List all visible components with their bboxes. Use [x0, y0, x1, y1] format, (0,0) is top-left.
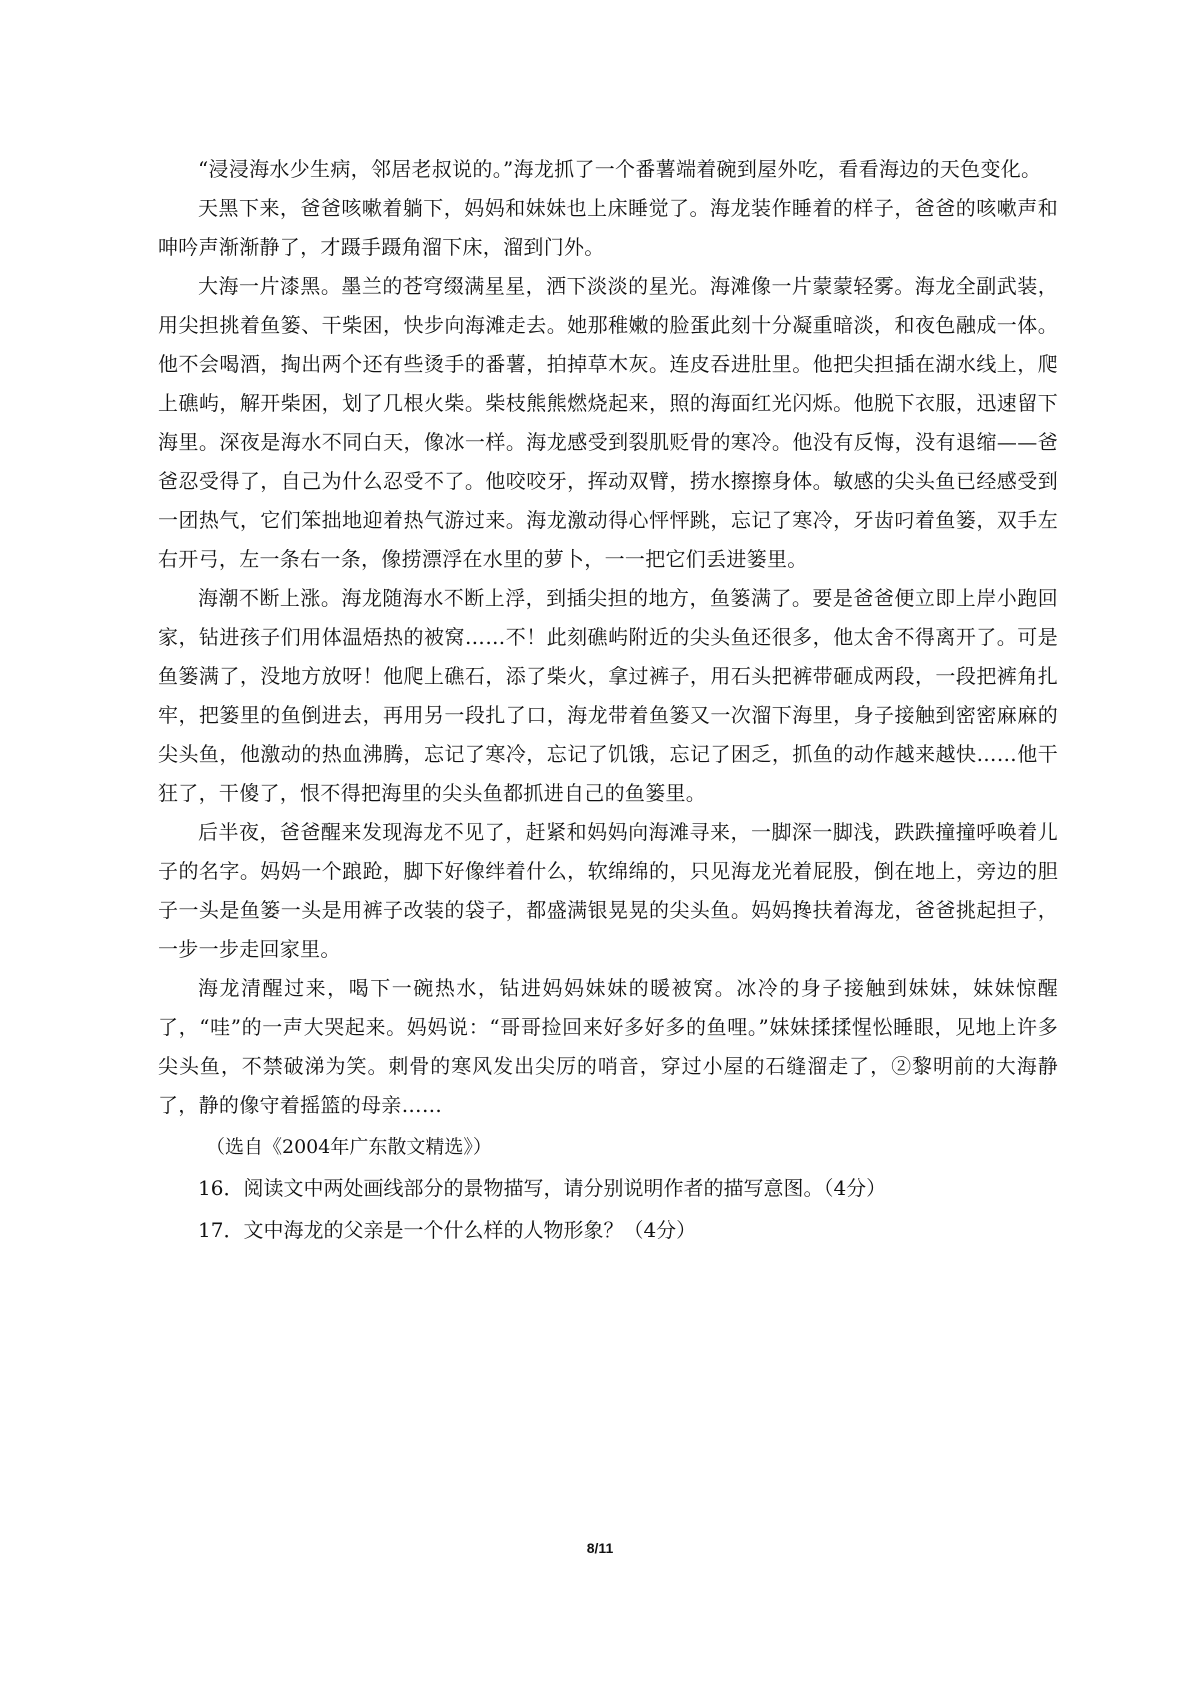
- paragraph-2: 天黑下来，爸爸咳嗽着躺下，妈妈和妹妹也上床睡觉了。海龙装作睡着的样子，爸爸的咳嗽声和呻吟声渐渐静了，才蹑手蹑角溜下床，溜到门外。: [158, 196, 1058, 259]
- paragraph-1: “浸浸海水少生病，邻居老叔说的。”海龙抓了一个番薯端着碗到屋外吃，看看海边的天色变化。: [198, 157, 1042, 181]
- paragraph-3: 大海一片漆黑。墨兰的苍穹缀满星星，洒下淡淡的星光。海滩像一片蒙蒙轻雾。海龙全副武装，用尖担挑着鱼篓、干柴困，快步向海滩走去。她那稚嫩的脸蛋此刻十分凝重暗淡，和夜色融成一体。他不会喝酒，掏出两个还有些烫手的番薯，拍掉草木灰。连皮吞进肚里。他把尖担插在湖水线上，爬上礁屿，解开柴困，划了几根火柴。柴枝熊熊燃烧起来，照的海面红光闪烁。他脱下衣服，迅速留下海里。深夜是海水不同白天，像冰一样。海龙感受到裂肌贬骨的寒冷。他没有反悔，没有退缩——爸爸忍受得了，自己为什么忍受不了。他咬咬牙，挥动双臂，捞水擦擦身体。敏感的尖头鱼已经感受到一团热气，它们笨拙地迎着热气游过来。海龙激动得心怦怦跳，忘记了寒冷，牙齿叼着鱼篓，双手左右开弓，左一条右一条，像捞漂浮在水里的萝卜，一一把它们丢进篓里。: [158, 274, 1058, 571]
- page-number: 8/11: [586, 1540, 614, 1556]
- source-citation: （选自《2004年广东散文精选》）: [206, 1136, 492, 1158]
- question-16: 16．阅读文中两处画线部分的景物描写，请分别说明作者的描写意图。（4分）: [198, 1176, 887, 1200]
- paragraph-4: 海潮不断上涨。海龙随海水不断上浮，到插尖担的地方，鱼篓满了。要是爸爸便立即上岸小跑回家，钻进孩子们用体温焐热的被窝……不！此刻礁屿附近的尖头鱼还很多，他太舍不得离开了。可是鱼篓满了，没地方放呀！他爬上礁石，添了柴火，拿过裤子，用石头把裤带砸成两段，一段把裤角扎牢，把篓里的鱼倒进去，再用另一段扎了口，海龙带着鱼篓又一次溜下海里，身子接触到密密麻麻的尖头鱼，他激动的热血沸腾，忘记了寒冷，忘记了饥饿，忘记了困乏，抓鱼的动作越来越快……他干狂了，干傻了，恨不得把海里的尖头鱼都抓进自己的鱼篓里。: [158, 586, 1058, 805]
- paragraph-6: 海龙清醒过来，喝下一碗热水，钻进妈妈妹妹的暖被窝。冰冷的身子接触到妹妹，妹妹惊醒了，“哇”的一声大哭起来。妈妈说：“哥哥捡回来好多好多的鱼哩。”妹妹揉揉惺忪睡眼，见地上许多尖头鱼，不禁破涕为笑。刺骨的寒风发出尖厉的哨音，穿过小屋的石缝溜走了，②黎明前的大海静了，静的像守着摇篮的母亲……: [158, 976, 1058, 1117]
- paragraph-5: 后半夜，爸爸醒来发现海龙不见了，赶紧和妈妈向海滩寻来，一脚深一脚浅，跌跌撞撞呼唤着儿子的名字。妈妈一个踉跄，脚下好像绊着什么，软绵绵的，只见海龙光着屁股，倒在地上，旁边的胆子一头是鱼篓一头是用裤子改装的袋子，都盛满银晃晃的尖头鱼。妈妈搀扶着海龙，爸爸挑起担子，一步一步走回家里。: [158, 820, 1058, 961]
- document-body: [158, 150, 1058, 1251]
- question-17: 17．文中海龙的父亲是一个什么样的人物形象？（4分）: [198, 1218, 697, 1242]
